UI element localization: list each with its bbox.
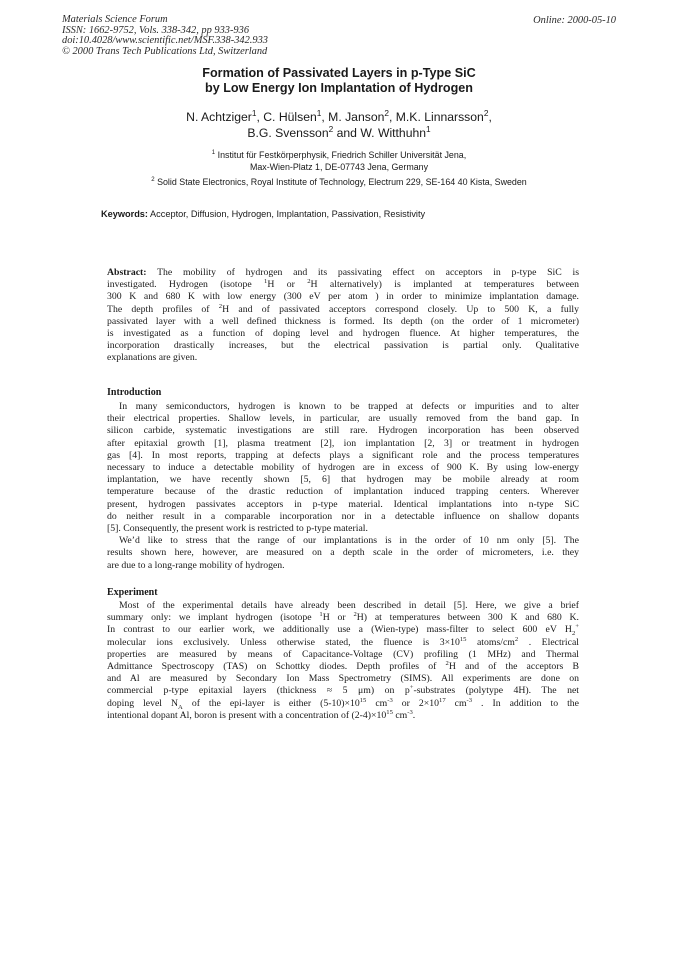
text-span: investigated. Hydrogen (isotope	[107, 279, 265, 291]
doi-link[interactable]: doi:10.4028/www.scientific.net/MSF.338-342.933	[62, 35, 268, 47]
text-line: results shown here, however, are measured on a depth scale in the order of micrometers, i.e. they	[107, 547, 579, 559]
copyright-line: © 2000 Trans Tech Publications Ltd, Switzerland	[62, 45, 268, 57]
exponent: -3	[387, 696, 393, 704]
introduction-body	[107, 401, 579, 572]
author-separator: ,	[488, 110, 492, 124]
text-span: The mobility of hydrogen and its passivating effect on acceptors in p-type SiC is	[146, 267, 579, 278]
abstract-label: Abstract:	[107, 267, 147, 278]
text-line: properties are measured by means of Capacitance-Voltage (CV) profiling (1 MHz) and Thermal	[107, 648, 579, 660]
text-line	[107, 698, 579, 710]
author-name: B.G. Svensson	[247, 125, 329, 140]
author-name: N. Achtziger	[186, 110, 252, 124]
title-line-2: by Low Energy Ion Implantation of Hydrogen	[205, 81, 473, 95]
text-span: or 2×10	[392, 697, 440, 709]
affiliation-2	[0, 177, 678, 189]
text-line: are due to a long-range mobility of hydrogen.	[107, 559, 285, 571]
text-line	[107, 304, 579, 316]
text-span: cm	[445, 697, 467, 709]
affiliation-1	[0, 150, 678, 173]
text-span: H or	[267, 279, 308, 291]
affiliation-text: Solid State Electronics, Royal Institute of Technology, Electrum 229, SE-164 40 Kista, Sweden	[154, 177, 527, 187]
text-line: We’d like to stress that the range of our implantations is in the order of 10 nm only [5]. The	[119, 535, 579, 547]
affiliation-mark: 1	[426, 123, 431, 134]
author-line-2	[0, 123, 678, 142]
affiliation-mark: 2	[384, 107, 389, 118]
affiliation-mark: 2	[483, 107, 489, 118]
text-line: necessary to induce a detectable mobility of hydrogen are in excess of 900 K. By using low-energy	[107, 462, 579, 474]
affiliation-address: Max-Wien-Platz 1, DE-07743 Jena, Germany	[249, 161, 429, 172]
affiliation-text: Institut für Festkörperphysik, Friedrich Schiller Universität Jena,	[215, 150, 467, 160]
affiliation-mark: 2	[328, 123, 334, 134]
author-list	[0, 107, 678, 141]
author-name: , M. Janson	[321, 110, 385, 124]
author-line-1	[0, 107, 678, 126]
text-line	[107, 685, 579, 697]
isotope-mark: 1	[319, 610, 323, 618]
author-name: , M.K. Linnarsson	[389, 110, 484, 124]
author-name: and W. Witthuhn	[333, 125, 427, 140]
exponent: -3	[407, 708, 413, 716]
affiliation-mark: 1	[251, 107, 257, 118]
text-line: incorporation drastically increases, but the electrical passivation is partial only. Qualitative	[107, 340, 579, 352]
exponent: 17	[439, 696, 446, 704]
subscript: A	[178, 703, 183, 711]
exponent: 15	[459, 635, 467, 643]
text-line	[107, 661, 579, 673]
text-line	[107, 267, 579, 279]
text-line: silicon carbide, systematic investigations are still rare. Hydrogen incorporation has been observed	[107, 425, 579, 437]
section-heading-experiment: Experiment	[107, 587, 158, 598]
exponent: 15	[359, 696, 367, 704]
text-span: doping level N	[107, 697, 179, 709]
exponent: -3	[466, 696, 473, 704]
author-name: , C. Hülsen	[256, 110, 317, 124]
abstract	[107, 267, 579, 365]
exponent: 15	[386, 708, 393, 716]
superscript: +	[575, 623, 579, 631]
paper-title	[0, 66, 678, 96]
text-line: their electrical properties. Shallow levels, in particular, are usually removed from the band gap. In	[107, 413, 579, 425]
text-line: and Al are measured by Secondary Ion Mass Spectrometry (SIMS). All experiments are done on	[107, 673, 579, 685]
text-span: .	[412, 709, 416, 721]
text-line: implantation, we have recently shown [5, 6] that hydrogen may be mobile already at room	[107, 474, 579, 486]
text-span: H and of passivated acceptors correspond closely. Up to 500 K, a fully	[222, 303, 579, 315]
text-line	[107, 612, 579, 624]
text-line: 300 K and 680 K with low energy (300 eV per atom ) in order to minimize implantation damage.	[107, 291, 579, 303]
issn-line: ISSN: 1662-9752, Vols. 338-342, pp 933-936	[62, 24, 250, 36]
text-span: atoms/cm	[466, 636, 515, 648]
text-span: . In addition to the	[472, 697, 579, 709]
isotope-mark: 2	[445, 659, 449, 667]
text-span: . Electrical	[518, 636, 579, 648]
exponent: 2	[514, 635, 519, 643]
text-span: molecular ions exclusively. Unless otherwise stated, the fluence is 3×10	[107, 636, 460, 648]
subscript: 2	[571, 630, 576, 638]
isotope-mark: 2	[218, 302, 223, 310]
online-date: Online: 2000-05-10	[533, 15, 616, 26]
text-line	[107, 279, 579, 291]
isotope-mark: 2	[353, 610, 357, 618]
keywords-list: Acceptor, Diffusion, Hydrogen, Implantation, Passivation, Resistivity	[147, 209, 426, 219]
text-line: passivated layer with a well defined thickness is formed. Its depth (on the order of 1 micrometer)	[107, 315, 579, 327]
text-span: cm	[392, 709, 408, 721]
text-line	[107, 637, 579, 649]
text-line: do neither result in a comparable incorporation nor in a detectable influence on shallow dopants	[107, 510, 579, 522]
keywords-label: Keywords:	[101, 209, 148, 219]
affiliation-mark: 1	[211, 150, 216, 157]
text-line: [5]. Consequently, the present work is restricted to p-type material.	[107, 523, 368, 535]
isotope-mark: 1	[264, 277, 268, 285]
text-span: H or	[322, 612, 354, 624]
isotope-mark: 2	[307, 277, 311, 285]
text-span: In contrast to our earlier work, we additionally use a (Wien-type) mass-filter to select 600 eV H	[107, 624, 572, 636]
text-line: In many semiconductors, hydrogen is known to be trapped at defects or impurities and to alter	[119, 401, 579, 412]
text-line: explanations are given.	[107, 352, 198, 364]
text-line	[107, 710, 579, 722]
text-line: Most of the experimental details have already been described in detail [5]. Here, we give a brief	[119, 600, 579, 611]
superscript: +	[409, 684, 414, 692]
affiliation-mark: 2	[151, 177, 155, 184]
text-span: commercial p-type epitaxial layers (thickness ≈ 5 μm) on p	[107, 685, 410, 697]
journal-name: Materials Science Forum	[62, 14, 168, 25]
text-line: is investigated as a function of doping level and hydrogen fluence. At higher temperatures, the	[107, 328, 579, 340]
text-line: gas [4]. In most reports, trapping at defects plays a significant role and the process temperatures	[107, 449, 579, 461]
text-line	[107, 624, 579, 636]
publication-metadata	[62, 15, 268, 57]
keywords	[101, 209, 425, 219]
text-line: after epitaxial growth [1], plasma treatment [2], ion implantation [2, 3] or treatment in hydrogen	[107, 437, 579, 449]
text-span: of the epi-layer is either (5-10)×10	[182, 697, 360, 709]
title-line-1: Formation of Passivated Layers in p-Type SiC	[202, 66, 476, 80]
text-span: H and of the acceptors B	[448, 661, 579, 673]
section-heading-introduction: Introduction	[107, 387, 162, 398]
text-span: H alternatively) is implanted at temperatures between	[310, 279, 579, 291]
text-line: present, hydrogen passivates acceptors in p-type material. Identical implantations into n-type SiC	[107, 498, 579, 510]
text-span: H) at temperatures between 300 K and 680 K.	[356, 612, 579, 624]
text-line: temperature because of the drastic reduction of implantation induced trapping centers. Wherever	[107, 486, 579, 498]
text-span: summary only: we implant hydrogen (isotope	[107, 612, 320, 624]
text-span: -substrates (polytype 4H). The net	[413, 685, 580, 697]
experiment-body	[107, 600, 579, 722]
text-span: Admittance Spectroscopy (TAS) on Schottky diodes. Depth profiles of	[107, 661, 446, 673]
text-span: The depth profiles of	[107, 303, 219, 315]
text-span: cm	[366, 697, 388, 709]
text-span: intentional dopant Al, boron is present with a concentration of (2-4)×10	[107, 709, 387, 721]
affiliation-mark: 1	[316, 107, 322, 118]
